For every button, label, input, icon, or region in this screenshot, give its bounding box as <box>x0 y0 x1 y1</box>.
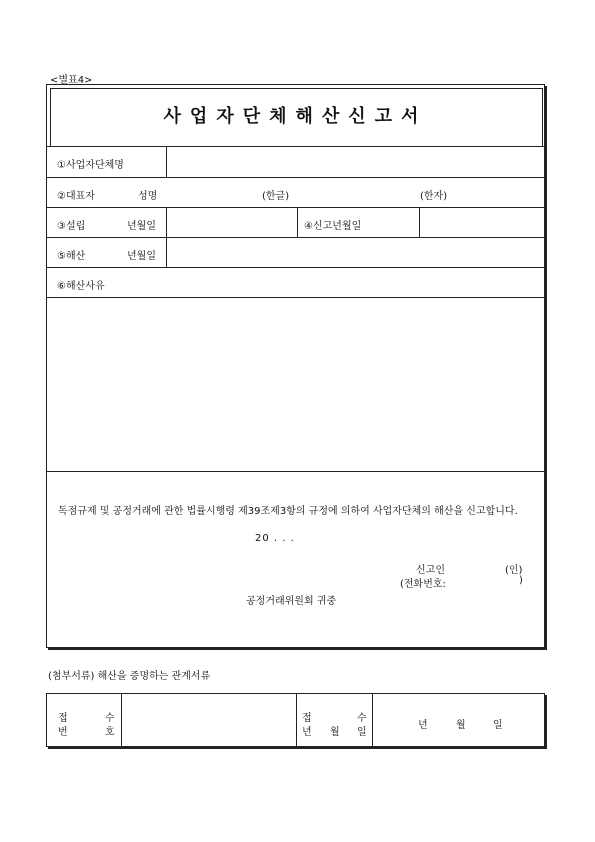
receipt-date-label-bottom-c: 일 <box>357 727 367 738</box>
established-date-field[interactable] <box>167 208 296 236</box>
seal-label: (인) <box>505 565 523 576</box>
receipt-number-label-top-b: 수 <box>105 713 115 724</box>
phone-label: (전화번호: <box>400 579 446 590</box>
attachment-note: (첨부서류) 해산을 증명하는 관계서류 <box>48 671 211 682</box>
dissolution-date-field[interactable] <box>167 238 543 266</box>
receipt-number-label-bottom-b: 호 <box>105 727 115 738</box>
receipt-date-label-bottom-a: 년 <box>302 727 312 738</box>
dissolution-date-label: 년월일 <box>127 251 156 262</box>
phone-close-paren: ) <box>519 575 523 586</box>
receipt-date-day: 일 <box>493 720 503 731</box>
report-date-label: ④신고년월일 <box>304 221 362 232</box>
receipt-date-label-top-b: 수 <box>357 713 367 724</box>
row-line-7 <box>46 471 545 472</box>
representative-hanja-label: (한자) <box>420 191 448 202</box>
declaration-text: 독점규제 및 공정거래에 관한 법률시행령 제39조제3항의 규정에 의하여 사업자단체의 해산을 신고합니다. <box>58 506 518 517</box>
receipt-date-label-bottom-b: 월 <box>330 727 340 738</box>
org-name-field[interactable] <box>167 147 543 176</box>
representative-label: ②대표자 <box>57 191 95 202</box>
dissolution-label: ⑤해산 <box>57 251 86 262</box>
title-inner-top-line <box>50 88 542 89</box>
reporter-label: 신고인 <box>416 565 445 576</box>
form-number-label: <별표4> <box>50 75 93 86</box>
established-label: ③설립 <box>57 221 86 232</box>
representative-name-label: 성명 <box>138 191 158 202</box>
report-date-field[interactable] <box>420 208 543 236</box>
representative-korean-label: (한글) <box>262 191 290 202</box>
representative-name-field[interactable] <box>167 178 543 206</box>
receipt-date-field[interactable] <box>373 694 543 746</box>
receipt-date-label-top-a: 접 <box>302 713 312 724</box>
dissolution-reason-label: ⑥해산사유 <box>57 281 105 292</box>
row-line-5 <box>46 267 545 268</box>
receipt-date-month: 월 <box>456 720 466 731</box>
receipt-number-field[interactable] <box>122 694 295 746</box>
dissolution-reason-field[interactable] <box>47 298 543 470</box>
org-name-label: ①사업자단체명 <box>57 160 124 171</box>
receipt-date-year: 년 <box>418 720 428 731</box>
recipient-label: 공정거래위원회 귀중 <box>246 596 337 607</box>
established-date-label: 년월일 <box>127 221 156 232</box>
receipt-col-line-2 <box>296 693 297 747</box>
receipt-number-label-top-a: 접 <box>58 713 68 724</box>
receipt-number-label-bottom-a: 번 <box>58 727 68 738</box>
declaration-date: 20 . . . <box>255 533 295 544</box>
form-title: 사업자단체해산신고서 <box>163 106 428 127</box>
col-line-report-label <box>297 207 298 237</box>
